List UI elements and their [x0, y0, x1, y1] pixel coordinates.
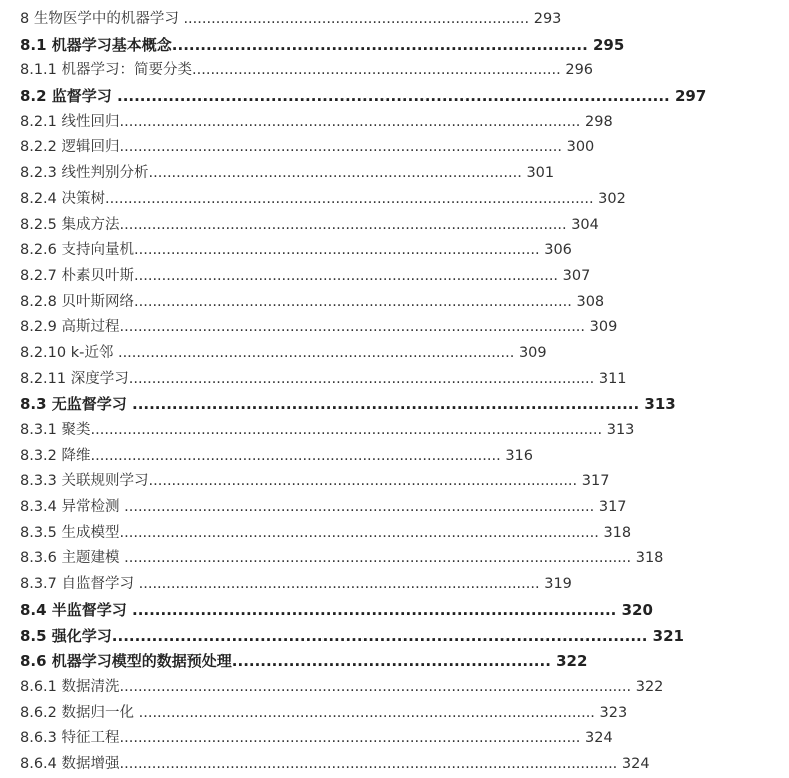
- toc-entry[interactable]: 8.6.4 数据增强............................................................................................................ 324: [20, 755, 650, 772]
- toc-entry[interactable]: 8.2.7 朴素贝叶斯............................................................................................ 307: [20, 267, 591, 284]
- toc-entry[interactable]: 8.2.9 高斯过程..................................................................................................... 309: [20, 319, 618, 336]
- toc-entry[interactable]: 8.2.1 线性回归.................................................................................................... 298: [20, 113, 613, 130]
- toc-section-heading[interactable]: 8.3 无监督学习 ......................................................................................... 313: [20, 395, 676, 414]
- toc-entry[interactable]: 8.3.7 自监督学习 ....................................................................................... 319: [20, 576, 572, 593]
- toc-section-heading[interactable]: 8.4 半监督学习 ..................................................................................... 320: [20, 600, 653, 619]
- toc-entry[interactable]: 8 生物医学中的机器学习 ........................................................................... 293: [20, 11, 562, 27]
- toc-section-heading[interactable]: 8.2 监督学习 ................................................................................................. 297: [20, 87, 707, 106]
- table-of-contents: [20, 7, 780, 778]
- toc-entry[interactable]: 8.2.3 线性判别分析................................................................................. 301: [20, 165, 555, 182]
- toc-section-heading[interactable]: 8.1 机器学习基本概念......................................................................... 295: [20, 35, 625, 54]
- toc-entry[interactable]: 8.6.2 数据归一化 ................................................................................................... 323: [20, 704, 628, 721]
- toc-entry[interactable]: 8.6.3 特征工程.................................................................................................... 324: [20, 730, 613, 747]
- toc-entry[interactable]: 8.3.2 降维......................................................................................... 316: [20, 447, 534, 464]
- toc-entry[interactable]: 8.3.4 异常检测 ...................................................................................................... 317: [20, 499, 627, 516]
- toc-entry[interactable]: 8.2.11 深度学习..................................................................................................... 311: [20, 370, 627, 387]
- toc-entry[interactable]: 8.3.6 主题建模 .............................................................................................................. 318: [20, 550, 664, 567]
- toc-entry[interactable]: 8.2.2 逻辑回归................................................................................................ 300: [20, 139, 595, 156]
- toc-entry[interactable]: 8.2.10 k-近邻 ...................................................................................... 309: [20, 344, 547, 361]
- toc-entry[interactable]: 8.2.8 贝叶斯网络............................................................................................... 308: [20, 293, 605, 310]
- toc-entry[interactable]: 8.3.5 生成模型........................................................................................................ 318: [20, 524, 632, 541]
- toc-section-heading[interactable]: 8.5 强化学习.............................................................................................. 321: [20, 626, 684, 645]
- toc-entry[interactable]: 8.1.1 机器学习：简要分类................................................................................ 296: [20, 62, 594, 79]
- toc-entry[interactable]: 8.2.5 集成方法................................................................................................. 304: [20, 216, 599, 233]
- toc-entry[interactable]: 8.3.3 关联规则学习............................................................................................. 317: [20, 473, 610, 490]
- toc-entry[interactable]: 8.2.6 支持向量机........................................................................................ 306: [20, 242, 572, 259]
- toc-entry[interactable]: 8.2.4 决策树.......................................................................................................... 302: [20, 190, 626, 207]
- toc-entry[interactable]: 8.3.1 聚类............................................................................................................... 313: [20, 422, 635, 438]
- toc-entry[interactable]: 8.6.1 数据清洗............................................................................................................... 322: [20, 678, 664, 695]
- toc-section-heading[interactable]: 8.6 机器学习模型的数据预处理........................................................ 322: [20, 652, 588, 671]
